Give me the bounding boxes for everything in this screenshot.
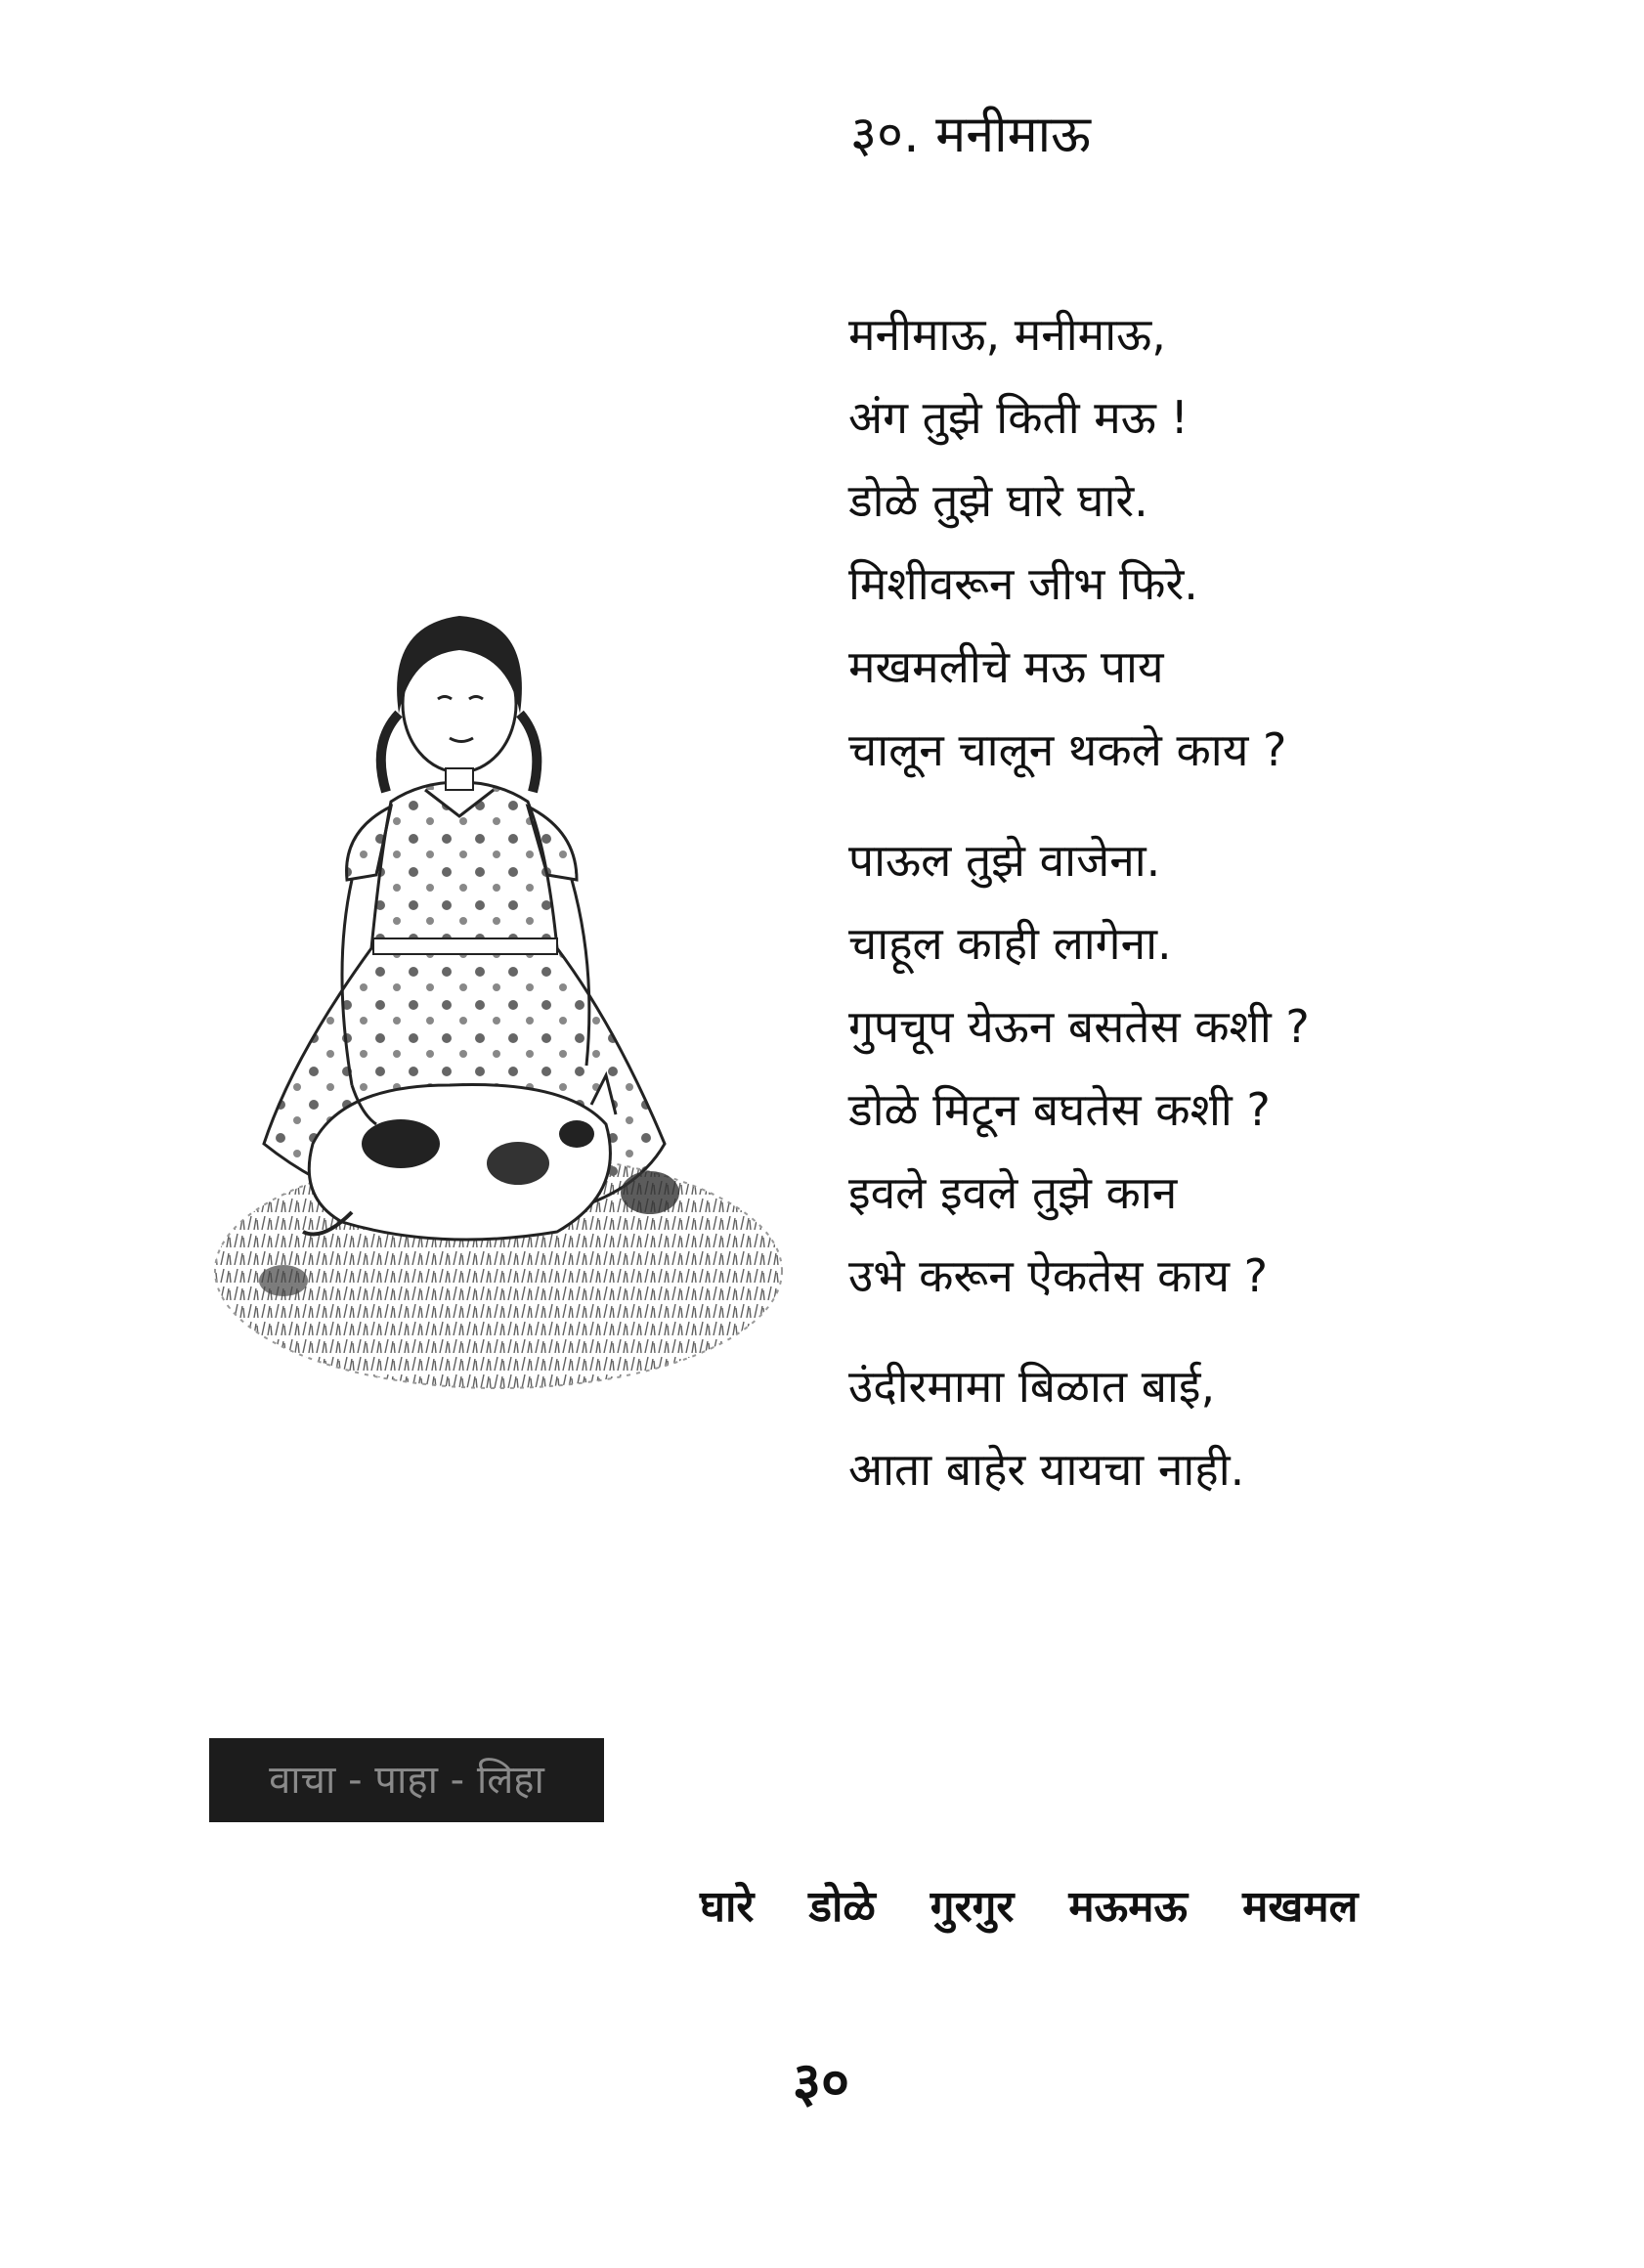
cat: [309, 1085, 610, 1241]
section-label: वाचा - पाहा - लिहा: [209, 1738, 604, 1822]
poem-line: उभे करून ऐकतेस काय ?: [848, 1249, 1269, 1302]
vocab-word: घारे: [700, 1882, 755, 1932]
poem: [848, 293, 1552, 1511]
stanza-1: [848, 293, 1552, 792]
poem-line: चालून चालून थकले काय ?: [848, 723, 1287, 776]
stanza-3: [848, 1345, 1552, 1511]
poem-line: डोळे मिटून बघतेस कशी ?: [848, 1083, 1271, 1136]
poem-line: अंग तुझे किती मऊ !: [848, 391, 1189, 444]
vocab-word: मऊमऊ: [1068, 1882, 1189, 1932]
poem-line: चाहूल काही लागेना.: [848, 917, 1172, 970]
page-number: ३०: [792, 2051, 850, 2115]
poem-line: मखमलीचे मऊ पाय: [848, 640, 1164, 693]
poem-line: डोळे तुझे घारे घारे.: [848, 474, 1148, 527]
vocab-word: गुरगुर: [930, 1882, 1015, 1932]
vocabulary-row: [700, 1875, 1359, 1934]
girl-with-cat-illustration: [205, 596, 792, 1476]
poem-line: गुपचूप येऊन बसतेस कशी ?: [848, 1000, 1310, 1053]
vocab-word: मखमल: [1242, 1882, 1359, 1932]
poem-line: उंदीरमामा बिळात बाई,: [848, 1360, 1216, 1413]
poem-line: इवले इवले तुझे कान: [848, 1166, 1178, 1219]
poem-line: आता बाहेर यायचा नाही.: [848, 1443, 1245, 1496]
poem-line: मनीमाऊ, मनीमाऊ,: [848, 308, 1166, 361]
vocab-word: डोळे: [808, 1882, 876, 1932]
poem-line: पाऊल तुझे वाजेना.: [848, 834, 1161, 887]
poem-line: मिशीवरून जीभ फिरे.: [848, 557, 1198, 610]
page-title: ३०. मनीमाऊ: [850, 106, 1091, 164]
stanza-2: [848, 819, 1552, 1318]
